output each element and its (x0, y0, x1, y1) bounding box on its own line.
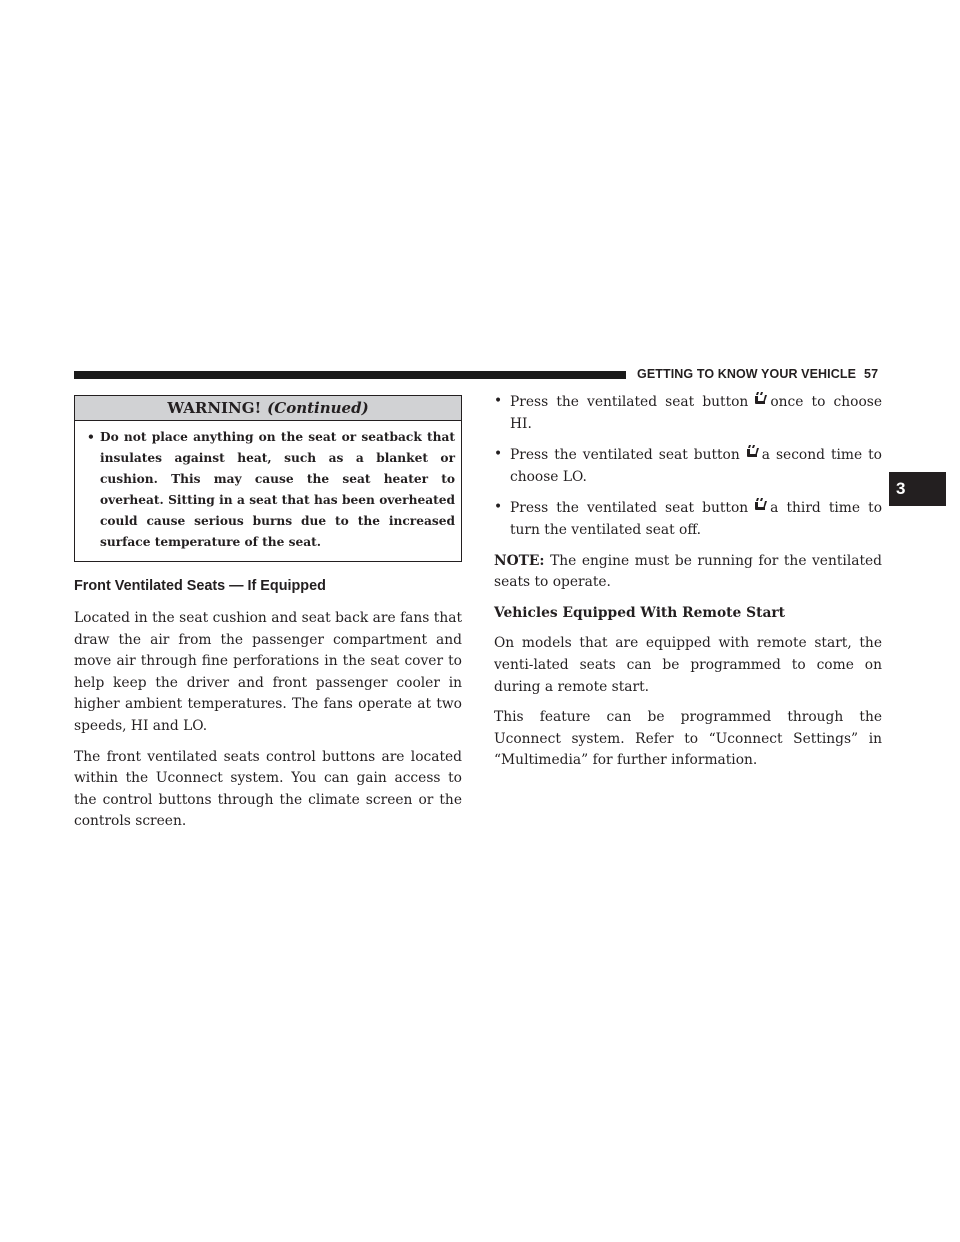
header-rule (74, 371, 626, 379)
list-item-text: a second time to choose LO. (510, 447, 882, 485)
note-paragraph (494, 551, 882, 594)
body-paragraph: Located in the seat cushion and seat back are fans that draw the air from the passenger compartment and move air through fine perforations in the seat cover to help keep the driver and front passenger cooler in higher ambient temperatures. The fans operate at two speeds, HI and LO. (74, 610, 462, 734)
bullet-mark: • (494, 393, 503, 409)
list-item (494, 497, 882, 541)
ventilated-seat-icon (752, 497, 768, 513)
note-text: The engine must be running for the ventilated seats to operate. (494, 552, 882, 591)
warning-box (74, 395, 462, 562)
list-item-text: once to choose HI. (510, 394, 882, 432)
right-column (494, 391, 882, 772)
body-paragraph: This feature can be programmed through the Uconnect system. Refer to “Uconnect Settings” in “Multimedia” for further information. (494, 709, 882, 769)
subheading: Vehicles Equipped With Remote Start (494, 604, 786, 621)
list-item (494, 444, 882, 488)
ventilated-seat-icon (752, 391, 768, 407)
header-section-title: GETTING TO KNOW YOUR VEHICLE (637, 367, 857, 381)
list-item-text: Press the ventilated seat button (510, 447, 740, 464)
chapter-tab: 3 (889, 472, 946, 506)
running-header (637, 367, 878, 381)
left-column (74, 395, 462, 833)
bullet-mark: • (87, 430, 95, 444)
warning-bullet (87, 427, 455, 553)
ventilated-seat-icon (744, 444, 760, 460)
page-number: 57 (864, 367, 879, 381)
warning-title: WARNING! (167, 399, 262, 417)
note-label: NOTE: (494, 552, 545, 569)
warning-heading (75, 396, 461, 421)
bullet-mark: • (494, 499, 503, 516)
warning-continued: (Continued) (267, 399, 369, 417)
body-paragraph: The front ventilated seats control buttons are located within the Uconnect system. You can gain access to the control buttons through the climate screen or the controls screen. (74, 748, 462, 830)
warning-bullet-text: Do not place anything on the seat or seatback that insulates against heat, such as a blanket or cushion. This may cause the seat heater to overheat. Sitting in a seat that has been overheated could cause serious burns due to the increased surface temperature of the seat. (100, 430, 455, 549)
list-item-text: a third time to turn the ventilated seat off. (510, 500, 882, 538)
warning-body (75, 421, 461, 561)
list-item-text: Press the ventilated seat button (510, 394, 749, 410)
section-title: Front Ventilated Seats — If Equipped (74, 578, 326, 594)
bullet-mark: • (494, 446, 503, 463)
list-item-text: Press the ventilated seat button (510, 500, 749, 517)
list-item (494, 391, 882, 435)
body-paragraph: On models that are equipped with remote start, the venti-lated seats can be programmed to come on during a remote start. (494, 635, 882, 695)
